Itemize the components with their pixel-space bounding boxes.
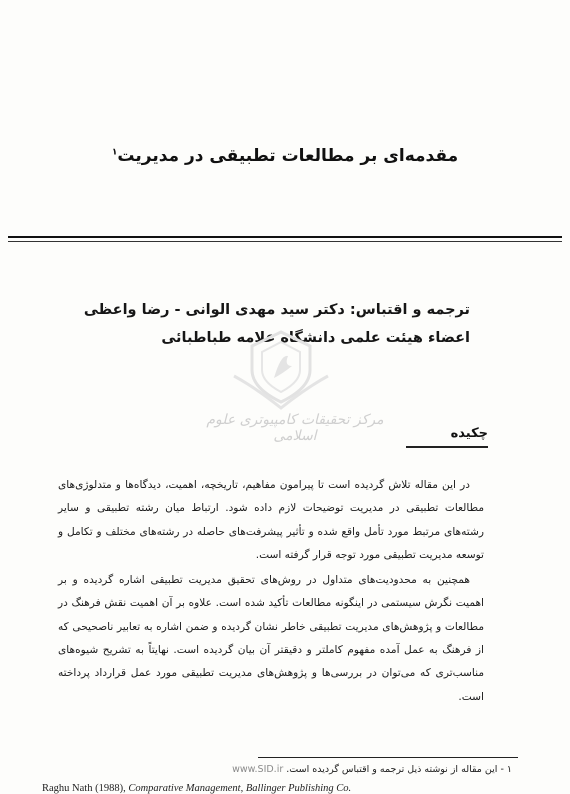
- article-title: [0, 146, 570, 166]
- footnote-rule: [258, 757, 518, 758]
- footnote-text: این مقاله از نوشته ذیل ترجمه و اقتباس گردیده است.: [286, 764, 498, 775]
- citation-publisher: , Ballinger Publishing Co.: [240, 783, 352, 794]
- header-rule-thin: [8, 241, 562, 242]
- authors-translators: ترجمه و اقتباس: دکتر سید مهدی الوانی - رضا واعظی: [83, 302, 470, 318]
- abstract-paragraph-1: در این مقاله تلاش گردیده است تا پیرامون مفاهیم، تاریخچه، اهمیت، دیدگاه‌ها و متدلوژی‌های مطالعات تطبیقی در مدیریت توضیحات لازم داده شود. ارتباط میان رشته تطبیقی و سایر رشته‌های مرتبط مورد تأمل واقع شده و تأثیر پیشرفت‌های حاصله در رشته‌های مختلف و تکامل و توسعه مدیریت تطبیقی مورد توجه قرار گرفته است.: [58, 479, 484, 561]
- citation-author: Raghu Nath (1988),: [42, 783, 126, 794]
- watermark-logo-icon: [226, 326, 336, 412]
- article-title-text: مقدمه‌ای بر مطالعات تطبیقی در مدیریت: [117, 146, 459, 166]
- abstract-heading-underline: [406, 446, 488, 448]
- citation-title: Comparative Management: [128, 783, 241, 794]
- authors-affiliation: اعضاء هیئت علمی دانشگاه علامه طباطبائی: [161, 330, 470, 346]
- abstract-heading: چکیده: [450, 426, 488, 441]
- abstract-paragraph-2: همچنین به محدودیت‌های متداول در روش‌های تحقیق مدیریت تطبیقی اشاره گردیده و بر اهمیت نگرش سیستمی در اینگونه مطالعات تأکید شده است. علاوه بر آن اهمیت نقش فرهنگ در مطالعات و پژوهش‌های مدیریت تطبیقی خاطر نشان گردیده و ضمن اشاره به تعابیر ناصحیحی که از فرهنگ به عمل آمده مفهوم کاملتر و دقیقتر آن بیان گردیده است. نهایتاً به تشریح شیوه‌های مناسب‌تری که می‌توان در بررسی‌ها و پژوهش‌های مدیریت تطبیقی مورد عمل قرارداد پرداخته است.: [58, 574, 484, 703]
- footnote: [140, 764, 512, 775]
- abstract-body: [58, 474, 484, 709]
- footnote-site-watermark: www.SID.ir: [232, 764, 284, 775]
- title-footnote-marker: ۱: [111, 147, 118, 158]
- watermark-text: مرکز تحقیقات کامپیوتری علوم اسلامی: [206, 412, 384, 444]
- footnote-number: ۱ -: [500, 764, 512, 775]
- citation: [42, 783, 502, 794]
- header-rule-thick: [8, 236, 562, 238]
